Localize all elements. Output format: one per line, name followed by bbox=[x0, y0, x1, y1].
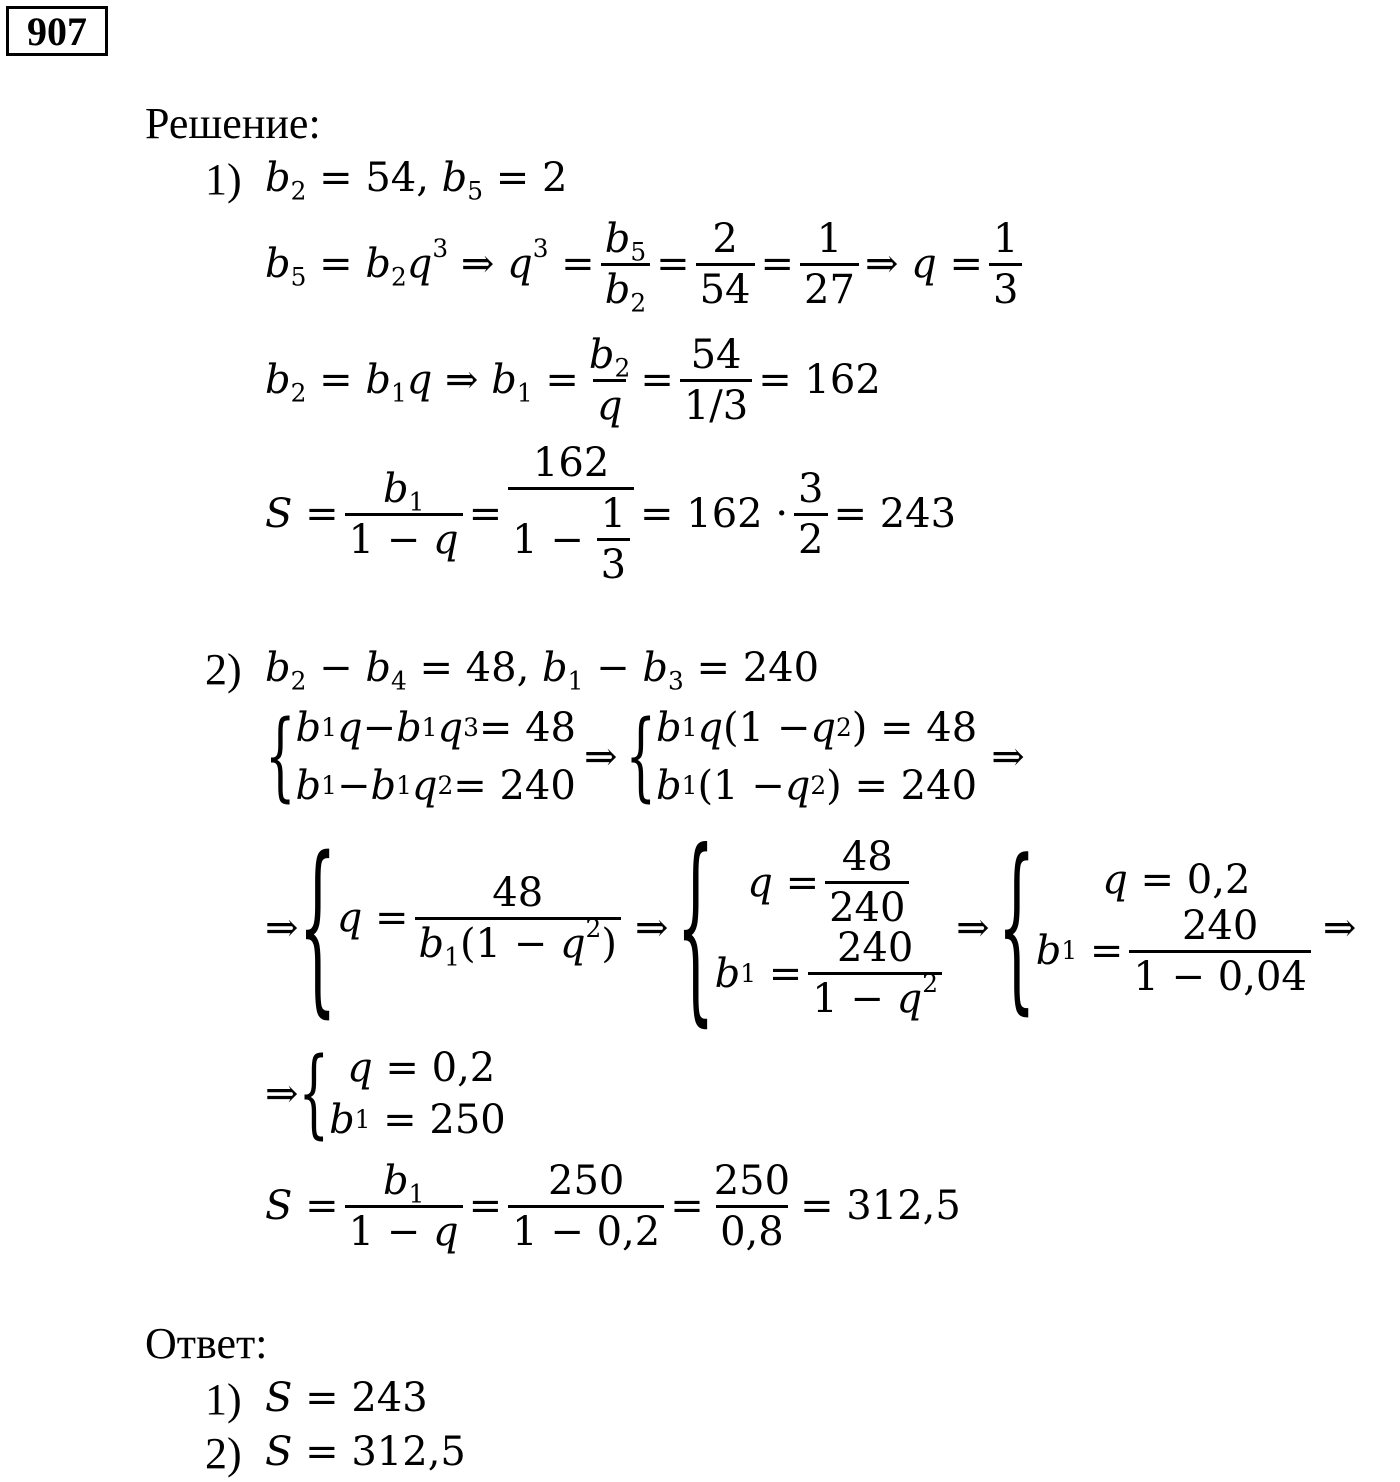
part2-system-2: ⇒ { q = $\frac{48}{b_1(1 - q^2)}$ ⇒ { q = $\frac{48}{240}$ b 1 = $\frac{240}{1 - q^2}$ ⇒ { q = 0,2 b 1 = $\frac{240}{1 - 0,04}$ ⇒ bbox=[265, 809, 1357, 1047]
answer1-marker: 1) bbox=[205, 1375, 242, 1424]
part1-given: $b_2 = 54$, $b_5 = 2$ bbox=[265, 155, 568, 206]
part1-q-line: $b_5 = b_2q^3$ ⇒ $q^3$ = $\frac{b_5}{b_2}$ = $\frac{2}{54}$ = $\frac{1}{27}$ ⇒ q = $\frac{1}{3}$ bbox=[265, 208, 1028, 320]
part1-marker: 1) bbox=[205, 155, 242, 204]
problem-number: 907 bbox=[6, 6, 108, 56]
answer2-value: S = 312,5 bbox=[265, 1429, 466, 1475]
part1-sum-line: S = $\frac{b_1}{1 - q}$ = 162 1 − $\frac{1}{3}$ = 162 · $\frac{3}{2}$ = 243 bbox=[265, 440, 957, 588]
answer-heading: Ответ: bbox=[145, 1319, 268, 1368]
part2-given: $b_2 - b_4 = 48$, $b_1 - b_3 = 240$ bbox=[265, 645, 820, 696]
part2-marker: 2) bbox=[205, 645, 242, 694]
part2-system-3: ⇒ { q = 0,2 b 1 = 250 bbox=[265, 1038, 506, 1150]
part2-system-1: { b 1 q − b 1 q 3 = 48 b 1 − b 1 q 2 = 240 ⇒ { b 1 q (1 − q 2 ) = 48 b 1 (1 − q 2 ) = 240 ⇒ bbox=[265, 701, 1025, 813]
part1-b1-line: $b_2 = b_1q$ ⇒ $b_1$ = $\frac{b_2}{q}$ = $\frac{54}{1/3}$ = 162 bbox=[265, 331, 881, 429]
part2-sum-line: S = $\frac{b_1}{1 - q}$ = $\frac{250}{1 - 0,2}$ = $\frac{250}{0,8}$ = 312,5 bbox=[265, 1157, 961, 1255]
solution-heading: Решение: bbox=[145, 99, 321, 148]
answer2-marker: 2) bbox=[205, 1429, 242, 1478]
answer1-value: S = 243 bbox=[265, 1375, 428, 1421]
